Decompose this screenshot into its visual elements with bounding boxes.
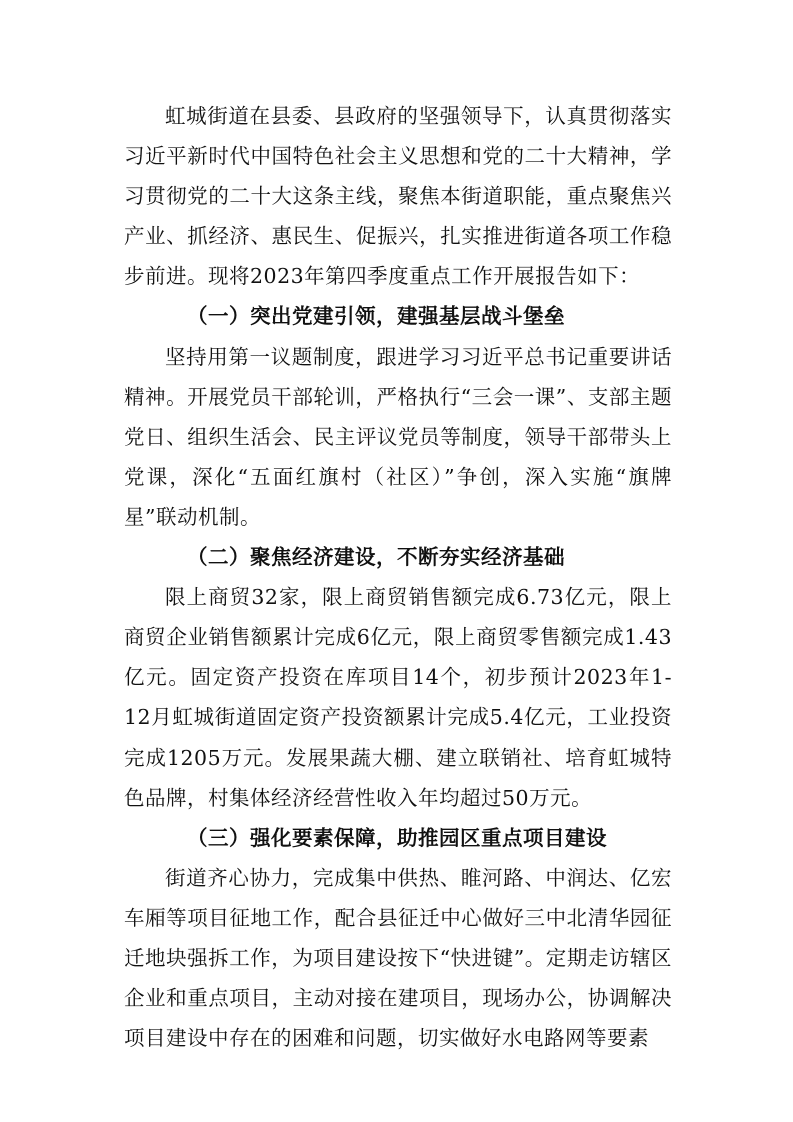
intro-paragraph: 虹城街道在县委、县政府的坚强领导下，认真贯彻落实习近平新时代中国特色社会主义思想和党的二十大精神，学习贯彻党的二十大这条主线，聚焦本街道职能，重点聚焦兴产业、抓经济、惠民生、促振兴，扎实推进街道各项工作稳步前进。现将2023年第四季度重点工作开展报告如下： — [124, 104, 672, 289]
section-2-heading: （二）聚焦经济建设，不断夯实经济基础 — [187, 545, 565, 570]
section-1-heading: （一）突出党建引领，建强基层战斗堡垒 — [187, 304, 565, 329]
section-2-body: 限上商贸32家，限上商贸销售额完成6.73亿元，限上商贸企业销售额累计完成6亿元，限上商贸零售额完成1.43亿元。固定资产投资在库项目14个，初步预计2023年1-12月虹城街道固定资产投资额累计完成5.4亿元，工业投资完成1205万元。发展果蔬大棚、建立联销社、培育虹城特色品牌，村集体经济经营性收入年均超过50万元。 — [124, 585, 672, 810]
section-3-body: 街道齐心协力，完成集中供热、睢河路、中润达、亿宏车厢等项目征地工作，配合县征迁中心做好三中北清华园征迁地块强拆工作，为项目建设按下“快进键”。定期走访辖区企业和重点项目，主动对接在建项目，现场办公，协调解决项目建设中存在的困难和问题，切实做好水电路网等要素 — [124, 865, 672, 1051]
section-3-heading: （三）强化要素保障，助推园区重点项目建设 — [187, 825, 607, 850]
section-1-body: 坚持用第一议题制度，跟进学习习近平总书记重要讲话精神。开展党员干部轮训，严格执行“三会一课”、支部主题党日、组织生活会、民主评议党员等制度，领导干部带头上党课，深化“五面红旗村（社区）”争创，深入实施“旗牌星”联动机制。 — [124, 344, 672, 529]
document-page — [124, 96, 672, 1058]
